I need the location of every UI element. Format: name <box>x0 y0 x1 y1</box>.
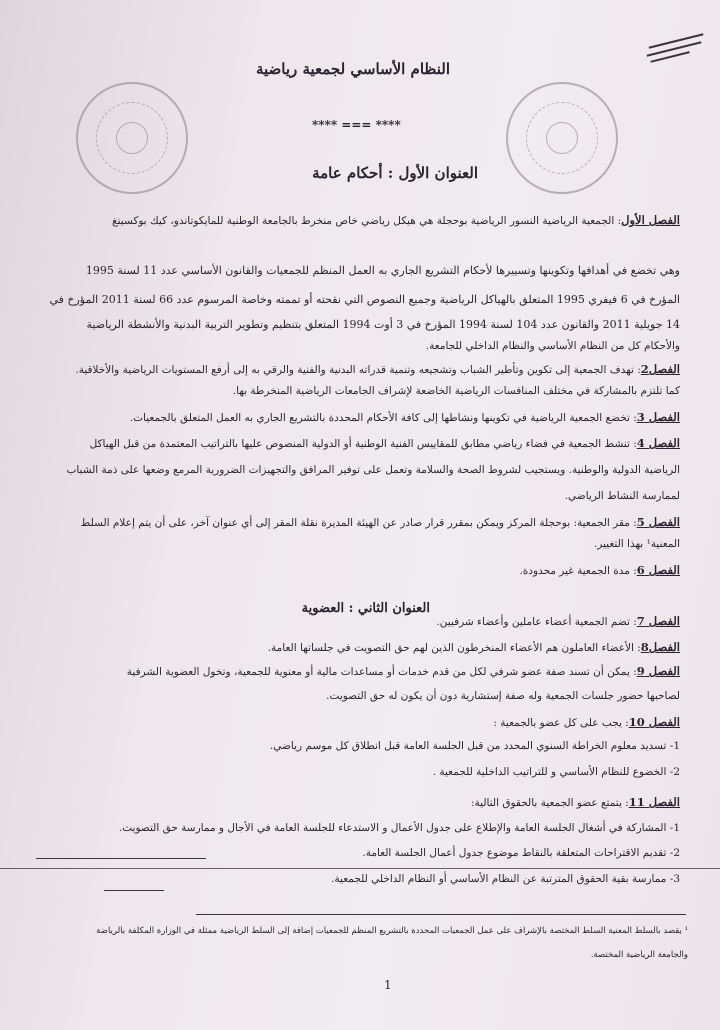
article-1: الفصل الأول: الجمعية الرياضية النسور الرياضية بوحجلة هي هيكل رياضي خاص منخرط بالجامعة الوطنية للمايكوتاندو، كيك بوكسينغ <box>112 213 680 227</box>
article-3: الفصل 3: تخضع الجمعية الرياضية في تكوينها ونشاطها إلى كافة الأحكام المحددة بالتشريع الجاري به العمل المتعلق بالجمعيات. <box>129 410 680 424</box>
heading-membership: العنوان الثاني : العضوية <box>301 601 430 616</box>
article-1-line-3: 14 جويلية 2011 والقانون عدد 104 لسنة 1994 المؤرخ في 3 أوت 1994 المتعلق بتنظيم وتطوير التربية البدنية والأنشطة الرياضية <box>86 318 680 331</box>
handwritten-strike-marks <box>646 36 706 66</box>
article-7: الفصل 7: تضم الجمعية أعضاء عاملين وأعضاء شرفيين. <box>436 614 680 628</box>
article-4: الفصل 4: تنشط الجمعية في فضاء رياضي مطابق للمقاييس الفنية الوطنية أو الدولية المنصوص عليها بالتراتيب المعتمدة من قبل الهياكل <box>89 436 680 450</box>
article-10-item-2: 2- الخضوع للنظام الأساسي و للتراتيب الداخلية للجمعية . <box>432 766 680 778</box>
article-11: الفصل 11: يتمتع عضو الجمعية بالحقوق التالية: <box>471 795 680 809</box>
article-1-line-2: المؤرخ في 6 فيفري 1995 المتعلق بالهياكل الرياضية وجميع النصوص التي نقحته أو تممته وخاصة المرسوم عدد 66 لسنة 2011 المؤرخ في <box>49 293 680 306</box>
official-stamp-left <box>76 82 188 194</box>
footnote-line-2: والجامعة الرياضية المختصة. <box>590 950 688 960</box>
article-5: الفصل 5: مقر الجمعية: بوحجلة المركز ويمكن بمقرر قرار صادر عن الهيئة المديرة نقلة المقر إلى أي عنوان آخر، على أن يتم إعلام السلط <box>80 515 680 529</box>
underline-mark-2 <box>104 890 164 891</box>
underline-mark <box>36 858 206 859</box>
footnote-line-1: ¹ يقصد بالسلط المعنية السلط المختصة بالإشراف على عمل الجمعيات المحددة بالتشريع المنظم للجمعيات إضافة إلى السلط الرياضية ممثلة في الوزارة المكلفة بالرياضة <box>96 926 688 936</box>
article-11-item-3: 3- ممارسة بقية الحقوق المترتبة عن النظام الأساسي أو النظام الداخلي للجمعية. <box>331 873 680 885</box>
article-8: الفصل8: الأعضاء العاملون هم الأعضاء المنخرطون الذين لهم حق التصويت في جلساتها العامة. <box>267 640 680 654</box>
document-title: النظام الأساسي لجمعية رياضية <box>255 60 450 78</box>
footnote-rule <box>196 914 686 915</box>
article-1-line-4: والأحكام كل من النظام الأساسي والنظام الداخلي للجامعة. <box>425 340 680 352</box>
article-4-line-3: لممارسة النشاط الرياضي. <box>564 490 680 502</box>
official-stamp-right <box>506 82 618 194</box>
article-10: الفصل 10: يجب على كل عضو بالجمعية : <box>493 715 680 729</box>
page-number: 1 <box>384 978 392 992</box>
article-2-line-2: كما تلتزم بالمشاركة في مختلف المنافسات الرياضية الخاضعة لإشراف الجامعات الرياضية المنخرطة بها. <box>232 385 680 397</box>
article-9: الفصل 9: يمكن أن تسند صفة عضو شرفي لكل من قدم خدمات أو مساعدات مالية أو معنوية للجمعية، وتخول العضوية الشرفية <box>126 664 680 678</box>
footnote-separator <box>0 868 720 869</box>
separator: **** === **** <box>312 118 401 132</box>
article-2: الفصل2: تهدف الجمعية إلى تكوين وتأطير الشباب وتشجيعه وتنمية قدراته البدنية والفنية والرقي به إلى أرفع المستويات الرياضية والأخلاقية. <box>75 362 680 376</box>
article-9-line-2: لصاحبها حضور جلسات الجمعية وله صفة إستشارية دون أن يكون له حق التصويت. <box>326 690 680 702</box>
article-6: الفصل 6: مدة الجمعية غير محدودة. <box>519 563 680 577</box>
article-11-item-1: 1- المشاركة في أشغال الجلسة العامة والإطلاع على جدول الأعمال و الاستدعاء للجلسة العامة في الأجال و ممارسة حق التصويت. <box>118 822 680 834</box>
heading-general-provisions: العنوان الأول : أحكام عامة <box>312 164 478 182</box>
article-10-item-1: 1- تسديد معلوم الخراطة السنوي المحدد من قبل الجلسة العامة قبل انطلاق كل موسم رياضي. <box>269 740 680 752</box>
article-11-item-2: 2- تقديم الاقتراحات المتعلقة بالنقاط موضوع جدول أعمال الجلسة العامة. <box>362 847 680 859</box>
article-1-line-1: وهي تخضع في أهدافها وتكوينها وتسييرها لأحكام التشريع الجاري به العمل المنظم للجمعيات والقانون الأساسي عدد 11 لسنة 1995 <box>85 264 680 277</box>
article-4-line-2: الرياضية الدولية والوطنية. ويستجيب لشروط الصحة والسلامة وتعمل على توفير المرافق والتجهيزات الضرورية المرمع وضعها على ذمة الشباب <box>66 464 680 476</box>
article-5-line-2: المعنية¹ بهذا التغيير. <box>593 538 680 550</box>
